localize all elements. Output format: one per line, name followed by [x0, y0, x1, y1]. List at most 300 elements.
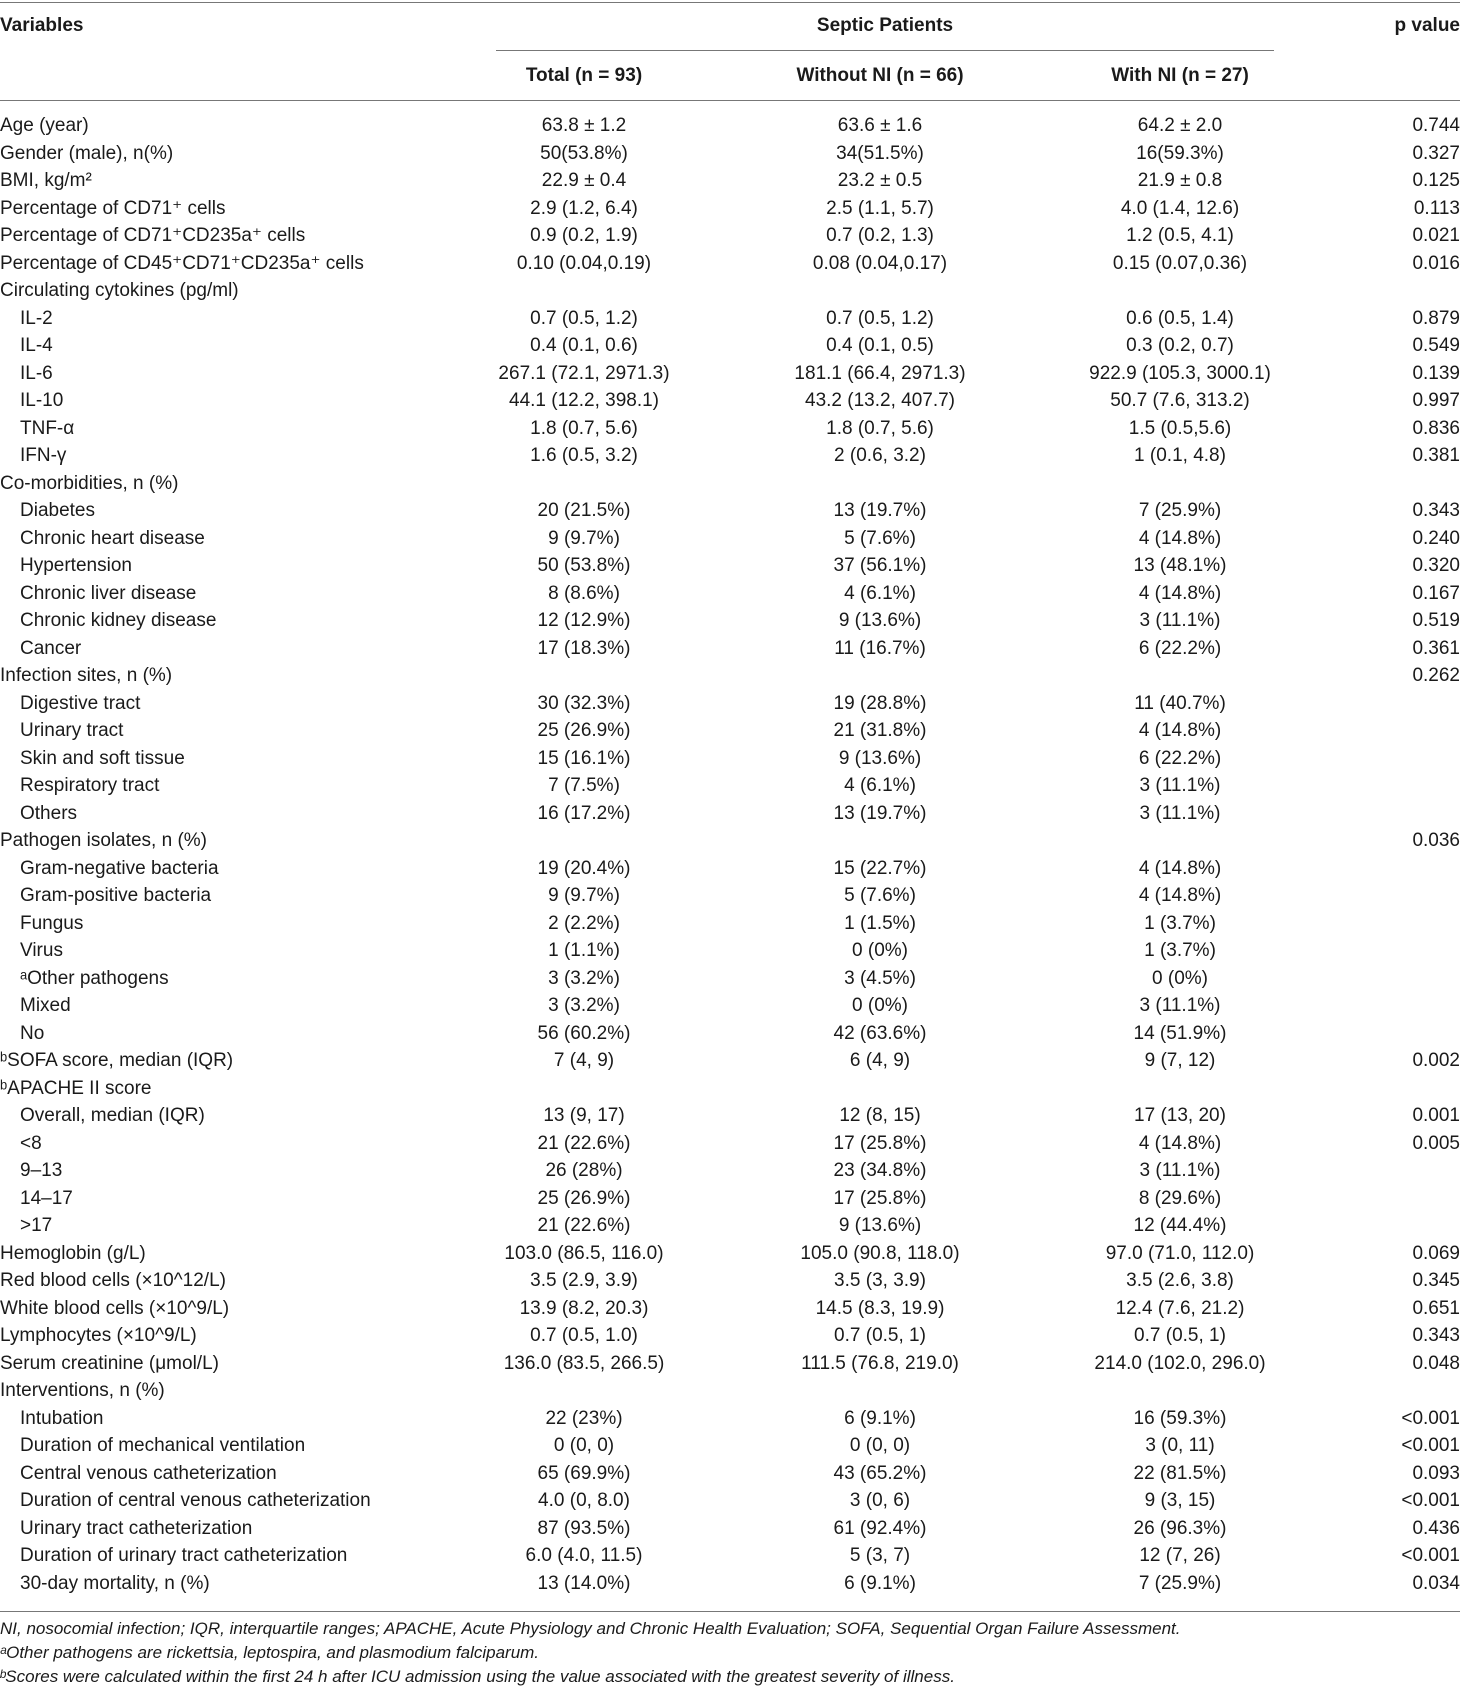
- table-row: [0, 1570, 1460, 1598]
- cell-with-ni: 0.15 (0.07,0.36): [1112, 252, 1248, 274]
- row-label: 30-day mortality, n (%): [20, 1572, 210, 1594]
- cell-without-ni: 12 (8, 15): [839, 1105, 921, 1126]
- row-label: Duration of central venous catheterization: [20, 1490, 371, 1511]
- row-label: Percentage of CD71⁺CD235a⁺ cells: [0, 225, 306, 246]
- row-label: IL-10: [20, 390, 64, 411]
- cell-total: 0.7 (0.5, 1.2): [530, 307, 638, 329]
- cell-without-ni: 6 (9.1%): [844, 1407, 916, 1429]
- row-label: BMI, kg/m²: [0, 170, 92, 191]
- table-row: [0, 717, 1460, 745]
- cell-with-ni: 4 (14.8%): [1138, 1132, 1222, 1154]
- row-label: Chronic liver disease: [20, 582, 197, 604]
- table-row: [0, 1542, 1460, 1570]
- cell-with-ni: 3 (0, 11): [1145, 1435, 1215, 1456]
- cell-without-ni: 43 (65.2%): [833, 1462, 927, 1484]
- cell-total: 9 (9.7%): [548, 527, 620, 549]
- row-label: Gender (male), n(%): [0, 142, 174, 164]
- row-label: ᵇAPACHE II score: [0, 1077, 152, 1099]
- row-label: IL-6: [20, 362, 53, 384]
- table-row: [0, 1515, 1460, 1543]
- cell-with-ni: 11 (40.7%): [1134, 692, 1226, 714]
- cell-total: 21 (22.6%): [537, 1215, 631, 1236]
- cell-with-ni: 214.0 (102.0, 296.0): [1094, 1352, 1266, 1374]
- cell-with-ni: 0.3 (0.2, 0.7): [1126, 335, 1234, 356]
- cell-p-value: 0.167: [1412, 582, 1460, 604]
- cell-with-ni: 16(59.3%): [1136, 142, 1224, 164]
- table-row: [0, 470, 1460, 498]
- cell-without-ni: 42 (63.6%): [833, 1022, 927, 1044]
- cell-without-ni: 23 (34.8%): [833, 1160, 927, 1181]
- row-label: Duration of urinary tract catheterization: [20, 1545, 348, 1566]
- cell-total: 6.0 (4.0, 11.5): [525, 1545, 643, 1566]
- cell-with-ni: 3 (11.1%): [1139, 610, 1221, 631]
- row-label: Gram-negative bacteria: [20, 857, 219, 879]
- cell-total: 2 (2.2%): [548, 912, 620, 934]
- cell-p-value: 0.320: [1412, 555, 1460, 576]
- row-label: >17: [20, 1215, 53, 1236]
- cell-without-ni: 5 (7.6%): [844, 885, 916, 906]
- table-row: [0, 772, 1460, 800]
- cell-with-ni: 3 (11.1%): [1139, 802, 1221, 824]
- row-label: Cancer: [20, 637, 82, 659]
- table-row: [0, 332, 1460, 360]
- cell-with-ni: 97.0 (71.0, 112.0): [1105, 1242, 1255, 1264]
- cell-with-ni: 4 (14.8%): [1138, 720, 1222, 741]
- cell-p-value: 0.836: [1412, 417, 1460, 439]
- cell-without-ni: 19 (28.8%): [833, 692, 927, 714]
- cell-total: 3 (3.2%): [548, 967, 620, 989]
- cell-without-ni: 4 (6.1%): [844, 775, 916, 796]
- cell-p-value: 0.125: [1412, 170, 1460, 191]
- row-label: Hemoglobin (g/L): [0, 1242, 146, 1264]
- cell-p-value: 0.361: [1412, 637, 1460, 659]
- table-row: [0, 607, 1460, 635]
- row-label: Gram-positive bacteria: [20, 885, 212, 906]
- table-row: [0, 965, 1460, 993]
- cell-with-ni: 22 (81.5%): [1133, 1462, 1227, 1484]
- cell-with-ni: 3 (11.1%): [1139, 775, 1221, 796]
- row-label: Infection sites, n (%): [0, 665, 173, 686]
- cell-with-ni: 4 (14.8%): [1138, 582, 1222, 604]
- cell-total: 13 (14.0%): [537, 1572, 631, 1594]
- table-row: [0, 552, 1460, 580]
- cell-without-ni: 0.7 (0.5, 1): [834, 1325, 926, 1346]
- cell-p-value: 0.345: [1412, 1270, 1460, 1291]
- table-row: [0, 855, 1460, 883]
- cell-without-ni: 0.4 (0.1, 0.5): [826, 335, 934, 356]
- cell-with-ni: 4 (14.8%): [1138, 885, 1222, 906]
- table-row: [0, 497, 1460, 525]
- cell-p-value: 0.519: [1412, 610, 1460, 631]
- cell-total: 50(53.8%): [540, 142, 628, 164]
- cell-total: 7 (7.5%): [548, 775, 620, 796]
- row-label: ᵃOther pathogens: [20, 967, 169, 989]
- cell-without-ni: 3 (4.5%): [844, 967, 916, 989]
- row-label: Percentage of CD45⁺CD71⁺CD235a⁺ cells: [0, 252, 364, 274]
- row-label: Interventions, n (%): [0, 1380, 165, 1401]
- cell-with-ni: 6 (22.2%): [1138, 747, 1222, 769]
- cell-total: 4.0 (0, 8.0): [538, 1490, 630, 1511]
- row-label: Circulating cytokines (pg/ml): [0, 280, 239, 301]
- cell-with-ni: 0.6 (0.5, 1.4): [1126, 307, 1234, 329]
- cell-without-ni: 3.5 (3, 3.9): [834, 1270, 926, 1291]
- table-row: [0, 745, 1460, 773]
- cell-without-ni: 21 (31.8%): [833, 720, 927, 741]
- cell-without-ni: 9 (13.6%): [838, 1215, 922, 1236]
- row-label: Hypertension: [20, 555, 132, 576]
- cell-total: 20 (21.5%): [537, 500, 631, 521]
- cell-with-ni: 3 (11.1%): [1139, 1160, 1221, 1181]
- cell-without-ni: 0 (0%): [852, 940, 908, 961]
- cell-without-ni: 17 (25.8%): [833, 1187, 927, 1209]
- cell-total: 22.9 ± 0.4: [541, 170, 627, 191]
- footnote-a: ᵃOther pathogens are rickettsia, leptospira, and plasmodium falciparum.: [0, 1643, 540, 1662]
- cell-without-ni: 3 (0, 6): [849, 1490, 911, 1511]
- cell-with-ni: 26 (96.3%): [1133, 1517, 1227, 1539]
- cell-with-ni: 13 (48.1%): [1133, 555, 1227, 576]
- cell-without-ni: 0.7 (0.2, 1.3): [826, 225, 934, 246]
- cell-p-value: 0.381: [1412, 445, 1460, 466]
- cell-with-ni: 922.9 (105.3, 3000.1): [1089, 362, 1271, 384]
- cell-total: 267.1 (72.1, 2971.3): [498, 362, 670, 384]
- row-label: Age (year): [0, 115, 89, 136]
- row-label: Virus: [20, 940, 63, 961]
- header-septic-patients: Septic Patients: [816, 15, 954, 36]
- table-row: [0, 827, 1460, 855]
- table-row: [0, 1185, 1460, 1213]
- cell-without-ni: 37 (56.1%): [833, 555, 927, 576]
- cell-total: 21 (22.6%): [537, 1132, 631, 1154]
- table-row: [0, 1075, 1460, 1103]
- cell-with-ni: 50.7 (7.6, 313.2): [1110, 390, 1250, 411]
- cell-total: 136.0 (83.5, 266.5): [503, 1352, 665, 1374]
- table-row: [0, 305, 1460, 333]
- cell-p-value: 0.343: [1412, 1325, 1460, 1346]
- cell-with-ni: 16 (59.3%): [1133, 1407, 1227, 1429]
- cell-total: 56 (60.2%): [537, 1022, 631, 1044]
- cell-p-value: 0.744: [1412, 115, 1460, 136]
- cell-p-value: 0.651: [1412, 1297, 1460, 1319]
- bottom-rule: [0, 1611, 1460, 1612]
- header-rule: [0, 100, 1460, 101]
- cell-p-value: 0.879: [1412, 307, 1460, 329]
- table-row: [0, 1212, 1460, 1240]
- cell-p-value: <0.001: [1401, 1490, 1460, 1511]
- row-label: Fungus: [20, 912, 84, 934]
- cell-with-ni: 12.4 (7.6, 21.2): [1115, 1297, 1245, 1319]
- cell-without-ni: 2 (0.6, 3.2): [834, 445, 926, 466]
- cell-without-ni: 6 (4, 9): [849, 1050, 911, 1071]
- table-row: [0, 277, 1460, 305]
- cell-with-ni: 1.5 (0.5,5.6): [1128, 417, 1232, 439]
- cell-without-ni: 34(51.5%): [836, 142, 924, 164]
- cell-without-ni: 63.6 ± 1.6: [837, 115, 923, 136]
- table-row: [0, 1432, 1460, 1460]
- cell-total: 63.8 ± 1.2: [541, 115, 627, 136]
- cell-without-ni: 13 (19.7%): [833, 500, 927, 521]
- cell-total: 26 (28%): [545, 1160, 623, 1181]
- cell-with-ni: 12 (7, 26): [1139, 1545, 1221, 1566]
- table-row: [0, 1460, 1460, 1488]
- row-label: IFN-γ: [20, 445, 67, 466]
- table-row: [0, 250, 1460, 278]
- cell-total: 16 (17.2%): [537, 802, 631, 824]
- cell-p-value: <0.001: [1401, 1545, 1460, 1566]
- cell-without-ni: 0.7 (0.5, 1.2): [826, 307, 934, 329]
- row-label: TNF-α: [20, 417, 75, 439]
- table-row: [0, 167, 1460, 195]
- table-row: [0, 360, 1460, 388]
- row-label: 14–17: [20, 1187, 73, 1209]
- cell-with-ni: 6 (22.2%): [1138, 637, 1222, 659]
- cell-p-value: 0.327: [1412, 142, 1460, 164]
- row-label: Chronic heart disease: [20, 527, 205, 549]
- cell-with-ni: 64.2 ± 2.0: [1137, 115, 1223, 136]
- cell-p-value: 0.002: [1412, 1050, 1460, 1071]
- cell-p-value: 0.016: [1412, 252, 1460, 274]
- table-row: [0, 442, 1460, 470]
- row-label: Mixed: [20, 995, 71, 1016]
- row-label: Others: [20, 802, 78, 824]
- row-label: Chronic kidney disease: [20, 610, 217, 631]
- cell-total: 50 (53.8%): [537, 555, 631, 576]
- cell-without-ni: 1.8 (0.7, 5.6): [826, 417, 934, 439]
- cell-total: 12 (12.9%): [537, 610, 631, 631]
- cell-p-value: <0.001: [1401, 1407, 1460, 1429]
- table-row: [0, 1377, 1460, 1405]
- cell-without-ni: 43.2 (13.2, 407.7): [805, 390, 955, 411]
- cell-without-ni: 6 (9.1%): [844, 1572, 916, 1594]
- cell-p-value: <0.001: [1401, 1435, 1460, 1456]
- cell-without-ni: 0 (0%): [852, 995, 908, 1016]
- cell-with-ni: 8 (29.6%): [1138, 1187, 1222, 1209]
- cell-with-ni: 3.5 (2.6, 3.8): [1126, 1270, 1234, 1291]
- cell-without-ni: 9 (13.6%): [838, 747, 922, 769]
- cell-with-ni: 14 (51.9%): [1133, 1022, 1227, 1044]
- table-row: [0, 525, 1460, 553]
- cell-total: 0.9 (0.2, 1.9): [530, 225, 638, 246]
- cell-with-ni: 17 (13, 20): [1134, 1105, 1226, 1126]
- row-label: Red blood cells (×10^12/L): [0, 1270, 226, 1291]
- row-label: Serum creatinine (μmol/L): [0, 1352, 219, 1374]
- cell-without-ni: 181.1 (66.4, 2971.3): [794, 362, 966, 384]
- cell-with-ni: 4 (14.8%): [1138, 857, 1222, 879]
- table-row: [0, 1157, 1460, 1185]
- cell-without-ni: 4 (6.1%): [844, 582, 916, 604]
- cell-without-ni: 11 (16.7%): [834, 637, 926, 659]
- cell-total: 0 (0, 0): [553, 1435, 615, 1456]
- cell-total: 25 (26.9%): [537, 1187, 631, 1209]
- table-row: [0, 937, 1460, 965]
- cell-p-value: 0.021: [1412, 225, 1460, 246]
- cell-p-value: 0.139: [1412, 362, 1460, 384]
- cell-p-value: 0.262: [1412, 665, 1460, 686]
- table-row: [0, 910, 1460, 938]
- row-label: Respiratory tract: [20, 775, 160, 796]
- cell-without-ni: 5 (7.6%): [844, 527, 916, 549]
- cell-with-ni: 1.2 (0.5, 4.1): [1126, 225, 1234, 246]
- cell-p-value: 0.093: [1412, 1462, 1460, 1484]
- table-row: [0, 635, 1460, 663]
- table-row: [0, 1267, 1460, 1295]
- cell-total: 3 (3.2%): [548, 995, 620, 1016]
- table-row: [0, 580, 1460, 608]
- cell-without-ni: 13 (19.7%): [833, 802, 927, 824]
- cell-without-ni: 1 (1.5%): [844, 912, 916, 934]
- cell-without-ni: 9 (13.6%): [838, 610, 922, 631]
- cell-with-ni: 7 (25.9%): [1138, 500, 1222, 521]
- cell-total: 19 (20.4%): [537, 857, 631, 879]
- cell-total: 30 (32.3%): [537, 692, 631, 714]
- table-row: [0, 690, 1460, 718]
- cell-total: 8 (8.6%): [548, 582, 620, 604]
- cell-p-value: 0.069: [1412, 1242, 1460, 1264]
- cell-without-ni: 17 (25.8%): [833, 1132, 927, 1154]
- cell-total: 65 (69.9%): [537, 1462, 631, 1484]
- row-label: Skin and soft tissue: [20, 747, 185, 769]
- cell-without-ni: 105.0 (90.8, 118.0): [800, 1242, 960, 1264]
- cell-with-ni: 9 (7, 12): [1144, 1050, 1216, 1071]
- cell-total: 1.6 (0.5, 3.2): [530, 445, 638, 466]
- cell-with-ni: 9 (3, 15): [1144, 1490, 1216, 1511]
- header-p-value: p value: [1394, 15, 1460, 36]
- row-label: Co-morbidities, n (%): [0, 472, 179, 494]
- cell-with-ni: 0 (0%): [1152, 967, 1208, 989]
- cell-p-value: 0.034: [1412, 1572, 1460, 1594]
- cell-without-ni: 0 (0, 0): [849, 1435, 911, 1456]
- row-label: Digestive tract: [20, 692, 141, 714]
- row-label: Urinary tract catheterization: [20, 1517, 253, 1539]
- row-label: Duration of mechanical ventilation: [20, 1435, 306, 1456]
- cell-total: 1.8 (0.7, 5.6): [530, 417, 638, 439]
- cell-p-value: 0.048: [1412, 1352, 1460, 1374]
- table-row: [0, 195, 1460, 223]
- table-row: [0, 1020, 1460, 1048]
- cell-with-ni: 4.0 (1.4, 12.6): [1120, 197, 1240, 219]
- cell-total: 17 (18.3%): [537, 637, 631, 659]
- table-row: [0, 1130, 1460, 1158]
- row-label: IL-4: [20, 335, 53, 356]
- cell-total: 25 (26.9%): [537, 720, 631, 741]
- table-row: [0, 1047, 1460, 1075]
- cell-total: 103.0 (86.5, 116.0): [504, 1242, 664, 1264]
- cell-total: 0.10 (0.04,0.19): [516, 252, 652, 274]
- table-row: [0, 140, 1460, 168]
- header-total: Total (n = 93): [525, 65, 643, 86]
- table-row: [0, 992, 1460, 1020]
- cell-without-ni: 14.5 (8.3, 19.9): [815, 1297, 945, 1319]
- cell-total: 13 (9, 17): [543, 1105, 625, 1126]
- table-row: [0, 1295, 1460, 1323]
- cell-p-value: 0.001: [1412, 1105, 1460, 1126]
- row-label: Urinary tract: [20, 720, 124, 741]
- row-label: Overall, median (IQR): [20, 1105, 205, 1126]
- cell-total: 44.1 (12.2, 398.1): [509, 390, 659, 411]
- cell-p-value: 0.036: [1412, 830, 1460, 851]
- cell-total: 15 (16.1%): [537, 747, 631, 769]
- cell-total: 7 (4, 9): [553, 1050, 615, 1071]
- table-row: [0, 1405, 1460, 1433]
- row-label: 9–13: [20, 1160, 63, 1181]
- cell-total: 0.4 (0.1, 0.6): [530, 335, 638, 356]
- row-label: White blood cells (×10^9/L): [0, 1297, 230, 1319]
- cell-p-value: 0.240: [1412, 527, 1460, 549]
- cell-p-value: 0.997: [1412, 390, 1460, 411]
- cell-with-ni: 7 (25.9%): [1138, 1572, 1222, 1594]
- group-rule: [496, 50, 1274, 51]
- row-label: IL-2: [20, 307, 53, 329]
- table-row: [0, 1240, 1460, 1268]
- cell-with-ni: 1 (3.7%): [1144, 940, 1216, 961]
- cell-without-ni: 61 (92.4%): [833, 1517, 927, 1539]
- top-rule: [0, 2, 1460, 3]
- table-row: [0, 882, 1460, 910]
- table-row: [0, 800, 1460, 828]
- table-row: [0, 1322, 1460, 1350]
- row-label: Percentage of CD71⁺ cells: [0, 197, 226, 219]
- row-label: ᵇSOFA score, median (IQR): [0, 1050, 234, 1071]
- row-label: <8: [20, 1132, 42, 1154]
- cell-p-value: 0.005: [1412, 1132, 1460, 1154]
- row-label: Pathogen isolates, n (%): [0, 830, 208, 851]
- table-row: [0, 662, 1460, 690]
- cell-total: 2.9 (1.2, 6.4): [530, 197, 638, 219]
- cell-with-ni: 1 (3.7%): [1144, 912, 1216, 934]
- cell-with-ni: 3 (11.1%): [1139, 995, 1221, 1016]
- table-row: [0, 112, 1460, 140]
- table-row: [0, 1487, 1460, 1515]
- table-row: [0, 415, 1460, 443]
- cell-total: 87 (93.5%): [537, 1517, 631, 1539]
- footnote-abbreviations: NI, nosocomial infection; IQR, interquartile ranges; APACHE, Acute Physiology and Chronic Health Evaluation; SOFA, Sequential Organ Failure Assessment.: [0, 1619, 1181, 1638]
- header-without-ni: Without NI (n = 66): [796, 65, 964, 86]
- cell-p-value: 0.436: [1412, 1517, 1460, 1539]
- cell-with-ni: 4 (14.8%): [1138, 527, 1222, 549]
- cell-with-ni: 12 (44.4%): [1133, 1215, 1227, 1236]
- cell-without-ni: 15 (22.7%): [833, 857, 927, 879]
- cell-without-ni: 23.2 ± 0.5: [837, 170, 923, 191]
- footnote-b: ᵇScores were calculated within the first 24 h after ICU admission using the value associated with the greatest severity of illness.: [0, 1667, 955, 1686]
- cell-with-ni: 0.7 (0.5, 1): [1134, 1325, 1226, 1346]
- table-row: [0, 222, 1460, 250]
- cell-with-ni: 21.9 ± 0.8: [1137, 170, 1223, 191]
- table-row: [0, 387, 1460, 415]
- cell-without-ni: 0.08 (0.04,0.17): [812, 252, 948, 274]
- cell-without-ni: 111.5 (76.8, 219.0): [801, 1352, 959, 1374]
- cell-p-value: 0.113: [1413, 197, 1460, 219]
- table-row: [0, 1350, 1460, 1378]
- cell-total: 13.9 (8.2, 20.3): [519, 1297, 649, 1319]
- table-row: [0, 1102, 1460, 1130]
- header-with-ni: With NI (n = 27): [1111, 65, 1249, 86]
- cell-p-value: 0.343: [1412, 500, 1460, 521]
- header-variables: Variables: [0, 15, 84, 36]
- row-label: Lymphocytes (×10^9/L): [0, 1325, 197, 1346]
- cell-total: 9 (9.7%): [548, 885, 620, 906]
- cell-total: 22 (23%): [545, 1407, 623, 1429]
- cell-total: 3.5 (2.9, 3.9): [530, 1270, 638, 1291]
- cell-without-ni: 2.5 (1.1, 5.7): [826, 197, 934, 219]
- cell-p-value: 0.549: [1412, 335, 1460, 356]
- cell-without-ni: 5 (3, 7): [849, 1545, 911, 1566]
- cell-total: 0.7 (0.5, 1.0): [530, 1325, 638, 1346]
- cell-with-ni: 1 (0.1, 4.8): [1134, 445, 1226, 466]
- row-label: Intubation: [20, 1407, 104, 1429]
- cell-total: 1 (1.1%): [548, 940, 620, 961]
- row-label: No: [20, 1022, 45, 1044]
- row-label: Central venous catheterization: [20, 1462, 277, 1484]
- row-label: Diabetes: [20, 500, 95, 521]
